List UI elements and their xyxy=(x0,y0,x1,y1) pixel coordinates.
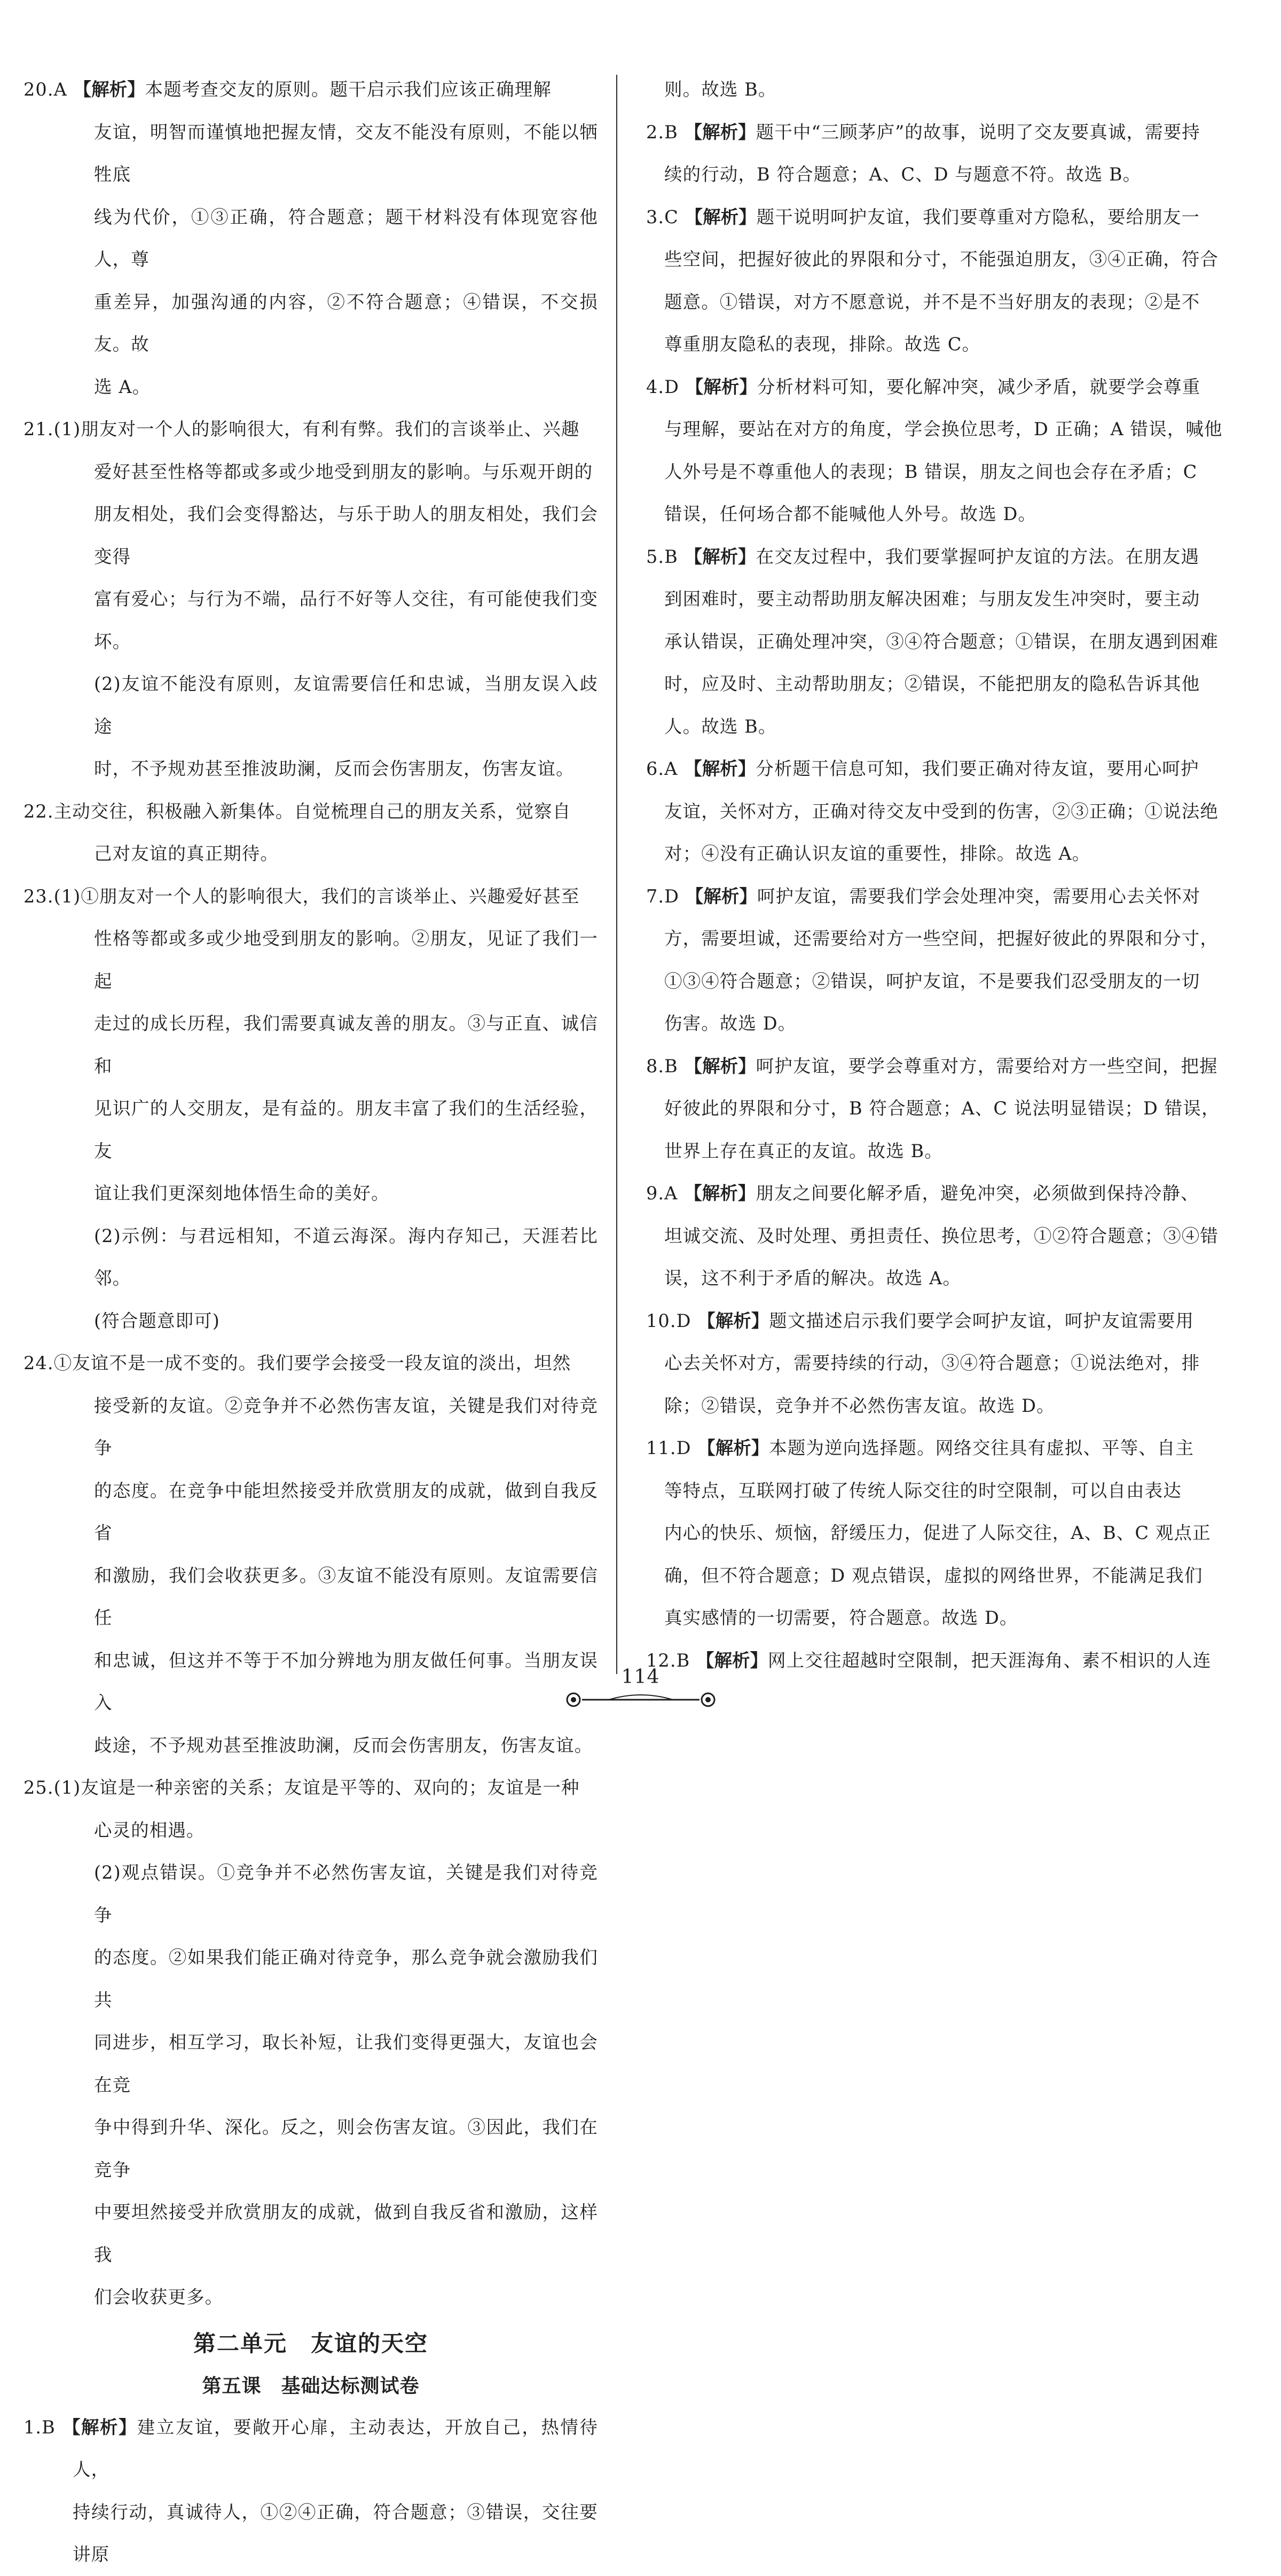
answer-25 xyxy=(23,1766,598,1809)
answer-line: 误，这不利于矛盾的解决。故选 A。 xyxy=(664,1268,962,1289)
answer-line: 与理解，要站在对方的角度，学会换位思考，D 正确；A 错误，喊他 xyxy=(664,419,1223,439)
answer-line: 人。故选 B。 xyxy=(664,716,777,737)
answer-line: 世界上存在真正的友谊。故选 B。 xyxy=(664,1140,943,1161)
question-number: 7.D xyxy=(646,885,680,907)
answer-6 xyxy=(646,748,1223,790)
question-number: 3.C xyxy=(646,206,679,227)
answer-line: 持续行动，真诚待人，①②④正确，符合题意；③错误，交往要讲原 xyxy=(73,2501,598,2565)
answer-8 xyxy=(646,1045,1223,1088)
answer-line: 们会收获更多。 xyxy=(94,2287,224,2307)
answer-line: 内心的快乐、烦恼，舒缓压力，促进了人际交往，A、B、C 观点正 xyxy=(664,1522,1211,1543)
analysis-tag: 【解析】 xyxy=(685,885,757,907)
answer-line: 题文描述启示我们要学会呵护友谊，呵护友谊需要用 xyxy=(769,1310,1194,1331)
answer-line: (符合题意即可) xyxy=(94,1310,220,1331)
page-number: 114 xyxy=(621,1666,660,1688)
answer-line: 和忠诚，但这并不等于不加分辨地为朋友做任何事。当朋友误入 xyxy=(94,1650,598,1713)
column-divider xyxy=(616,75,617,1674)
answer-line: 时，不予规劝甚至推波助澜，反而会伤害朋友，伤害友谊。 xyxy=(94,758,575,779)
answer-line: 友谊，明智而谨慎地把握友情，交友不能没有原则，不能以牺牲底 xyxy=(94,121,598,185)
analysis-tag: 【解析】 xyxy=(697,1438,769,1458)
analysis-tag: 【解析】 xyxy=(684,546,756,567)
answer-24 xyxy=(23,1342,598,1385)
question-number: 12.B xyxy=(646,1650,690,1671)
answer-line: 题意。①错误，对方不愿意说，并不是不当好朋友的表现；②是不 xyxy=(664,291,1200,312)
answer-line: 好彼此的界限和分寸，B 符合题意；A、C 说法明显错误；D 错误， xyxy=(664,1098,1220,1119)
analysis-tag: 【解析】 xyxy=(73,79,145,100)
answer-line: 重差异，加强沟通的内容，②不符合题意；④错误，不交损友。故 xyxy=(94,291,598,355)
answer-line: 伤害。故选 D。 xyxy=(664,1013,797,1034)
question-number: 8.B xyxy=(646,1055,678,1077)
answer-line: 除；②错误，竞争并不必然伤害友谊。故选 D。 xyxy=(664,1395,1055,1416)
answer-line: 对；④没有正确认识友谊的重要性，排除。故选 A。 xyxy=(664,843,1091,864)
answer-line: 些空间，把握好彼此的界限和分寸，不能强迫朋友，③④正确，符合 xyxy=(664,249,1219,270)
answer-line: 朋友之间要化解矛盾，避免冲突，必须做到保持冷静、 xyxy=(756,1183,1199,1204)
answer-line: 的态度。在竞争中能坦然接受并欣赏朋友的成就，做到自我反省 xyxy=(94,1480,598,1543)
question-number: 25. xyxy=(23,1777,54,1798)
analysis-tag: 【解析】 xyxy=(684,1183,756,1204)
question-number: 22. xyxy=(23,800,54,822)
answer-line: 谊让我们更深刻地体悟生命的美好。 xyxy=(94,1183,390,1204)
answer-21 xyxy=(23,408,598,451)
answer-23 xyxy=(23,875,598,918)
answer-22 xyxy=(23,790,598,833)
answer-line: (1)①朋友对一个人的影响很大，我们的言谈举止、兴趣爱好甚至 xyxy=(53,885,580,907)
answer-line: 中要坦然接受并欣赏朋友的成就，做到自我反省和激励，这样我 xyxy=(94,2202,598,2265)
unit-title: 第二单元 友谊的天空 xyxy=(193,2330,428,2357)
answer-line: ①友谊不是一成不变的。我们要学会接受一段友谊的淡出，坦然 xyxy=(53,1353,571,1373)
answer-line: 爱好甚至性格等都或多或少地受到朋友的影响。与乐观开朗的 xyxy=(94,461,593,482)
answer-line: (2)示例：与君远相知，不道云海深。海内存知己，天涯若比邻。 xyxy=(94,1225,598,1289)
answer-line: (2)观点错误。①竞争并不必然伤害友谊，关键是我们对待竞争 xyxy=(94,1862,598,1926)
answer-line: 分析材料可知，要化解冲突，减少矛盾，就要学会尊重 xyxy=(757,376,1201,397)
question-number: 20.A xyxy=(23,79,67,100)
question-number: 5.B xyxy=(646,546,678,567)
answer-line: 续的行动，B 符合题意；A、C、D 与题意不符。故选 B。 xyxy=(664,164,1142,185)
answer-line: 本题考查交友的原则。题干启示我们应该正确理解 xyxy=(145,79,552,100)
lesson-title: 第五课 基础达标测试卷 xyxy=(202,2375,420,2397)
analysis-tag: 【解析】 xyxy=(697,1310,769,1331)
answer-2 xyxy=(646,111,1223,154)
answer-line: 性格等都或多或少地受到朋友的影响。②朋友，见证了我们一起 xyxy=(94,928,598,992)
answer-line: 坦诚交流、及时处理、勇担责任、换位思考，①②符合题意；③④错 xyxy=(664,1225,1219,1246)
page-footer xyxy=(0,1666,1281,1710)
analysis-tag: 【解析】 xyxy=(685,376,757,397)
question-number: 9.A xyxy=(646,1183,678,1204)
answer-line: 本题为逆向选择题。网络交往具有虚拟、平等、自主 xyxy=(769,1438,1194,1458)
answer-20 xyxy=(23,68,598,111)
answer-line: 友谊，关怀对方，正确对待交友中受到的伤害，②③正确；①说法绝 xyxy=(664,800,1219,822)
answer-line: 到困难时，要主动帮助朋友解决困难；与朋友发生冲突时，要主动 xyxy=(664,588,1200,609)
answer-line: 时，应及时、主动帮助朋友；②错误，不能把朋友的隐私告诉其他 xyxy=(664,673,1200,694)
question-number: 21. xyxy=(23,419,54,439)
answer-line: 则。故选 B。 xyxy=(664,79,777,100)
answer-line: 题干说明呵护友谊，我们要尊重对方隐私，要给朋友一 xyxy=(756,206,1200,227)
answer-line: 心去关怀对方，需要持续的行动，③④符合题意；①说法绝对，排 xyxy=(664,1353,1200,1373)
answer-line: ①③④符合题意；②错误，呵护友谊，不是要我们忍受朋友的一切 xyxy=(664,970,1200,992)
answer-line: 方，需要坦诚，还需要给对方一些空间，把握好彼此的界限和分寸， xyxy=(664,928,1219,949)
answer-line: 错误，任何场合都不能喊他人外号。故选 D。 xyxy=(664,504,1037,524)
question-number: 6.A xyxy=(646,758,678,779)
answer-3 xyxy=(646,196,1223,239)
answer-4 xyxy=(646,366,1223,409)
answer-line: 同进步，相互学习，取长补短，让我们变得更强大，友谊也会在竞 xyxy=(94,2032,598,2095)
answer-line: 在交友过程中，我们要掌握呵护友谊的方法。在朋友遇 xyxy=(756,546,1200,567)
answer-11 xyxy=(646,1427,1223,1470)
analysis-tag: 【解析】 xyxy=(684,121,756,143)
answer-7 xyxy=(646,875,1223,918)
question-number: 10.D xyxy=(646,1310,691,1331)
answer-line: 呵护友谊，要学会尊重对方，需要给对方一些空间，把握 xyxy=(756,1055,1218,1077)
question-number: 1.B xyxy=(23,2416,56,2438)
answer-line: 争中得到升华、深化。反之，则会伤害友谊。③因此，我们在竞争 xyxy=(94,2117,598,2180)
answer-5 xyxy=(646,536,1223,578)
question-number: 23. xyxy=(23,885,54,907)
answer-line: 己对友谊的真正期待。 xyxy=(94,843,279,864)
answer-line: 承认错误，正确处理冲突，③④符合题意；①错误，在朋友遇到困难 xyxy=(664,631,1219,652)
answer-line: 尊重朋友隐私的表现，排除。故选 C。 xyxy=(664,334,981,355)
left-column xyxy=(23,68,598,2576)
answer-9 xyxy=(646,1172,1223,1215)
answer-1 xyxy=(23,2406,598,2491)
answer-line: 歧途，不予规劝甚至推波助澜，反而会伤害朋友，伤害友谊。 xyxy=(94,1734,593,1756)
footer-ornament-icon xyxy=(561,1689,721,1710)
answer-line: 接受新的友谊。②竞争并不必然伤害友谊，关键是我们对待竞争 xyxy=(94,1395,598,1458)
answer-line: 选 A。 xyxy=(94,376,151,397)
answer-line: (2)友谊不能没有原则，友谊需要信任和忠诚，当朋友误入歧途 xyxy=(94,673,598,737)
answer-line: 的态度。②如果我们能正确对待竞争，那么竞争就会激励我们共 xyxy=(94,1947,598,2010)
answer-line: 和激励，我们会收获更多。③友谊不能没有原则。友谊需要信任 xyxy=(94,1565,598,1628)
answer-line: 主动交往，积极融入新集体。自觉梳理自己的朋友关系，觉察自 xyxy=(53,800,571,822)
answer-line: 等特点，互联网打破了传统人际交往的时空限制，可以自由表达 xyxy=(664,1480,1182,1501)
answer-line: 建立友谊，要敞开心扉，主动表达，开放自己，热情待人， xyxy=(73,2416,599,2480)
question-number: 4.D xyxy=(646,376,680,397)
analysis-tag: 【解析】 xyxy=(696,1650,768,1671)
analysis-tag: 【解析】 xyxy=(684,1055,756,1077)
question-number: 11.D xyxy=(646,1438,691,1458)
answer-line: 题干中“三顾茅庐”的故事，说明了交友要真诚，需要持 xyxy=(756,121,1200,143)
answer-line: 确，但不符合题意；D 观点错误，虚拟的网络世界，不能满足我们 xyxy=(664,1565,1203,1586)
analysis-tag: 【解析】 xyxy=(62,2416,137,2438)
question-number: 24. xyxy=(23,1353,54,1373)
answer-line: 富有爱心；与行为不端，品行不好等人交往，有可能使我们变坏。 xyxy=(94,588,598,652)
analysis-tag: 【解析】 xyxy=(684,758,756,779)
answer-line: 分析题干信息可知，我们要正确对待友谊，要用心呵护 xyxy=(756,758,1199,779)
right-column xyxy=(646,68,1223,1682)
answer-10 xyxy=(646,1300,1223,1342)
analysis-tag: 【解析】 xyxy=(685,206,757,227)
answer-line: (1)友谊是一种亲密的关系；友谊是平等的、双向的；友谊是一种 xyxy=(53,1777,580,1798)
answer-line: 心灵的相遇。 xyxy=(94,1819,205,1841)
answer-line: 呵护友谊，需要我们学会处理冲突，需要用心去关怀对 xyxy=(757,885,1201,907)
answer-line: 网上交往超越时空限制，把天涯海角、素不相识的人连 xyxy=(768,1650,1212,1671)
answer-line: 朋友相处，我们会变得豁达，与乐于助人的朋友相处，我们会变得 xyxy=(94,504,598,567)
answer-line: 走过的成长历程，我们需要真诚友善的朋友。③与正直、诚信和 xyxy=(94,1013,598,1077)
answer-line: 见识广的人交朋友，是有益的。朋友丰富了我们的生活经验，友 xyxy=(94,1098,598,1161)
question-number: 2.B xyxy=(646,121,678,143)
answer-line: 人外号是不尊重他人的表现；B 错误，朋友之间也会存在矛盾；C xyxy=(664,461,1198,482)
answer-line: 线为代价，①③正确，符合题意；题干材料没有体现宽容他人，尊 xyxy=(94,206,598,270)
answer-line: (1)朋友对一个人的影响很大，有利有弊。我们的言谈举止、兴趣 xyxy=(53,419,580,439)
answer-line: 真实感情的一切需要，符合题意。故选 D。 xyxy=(664,1607,1018,1628)
